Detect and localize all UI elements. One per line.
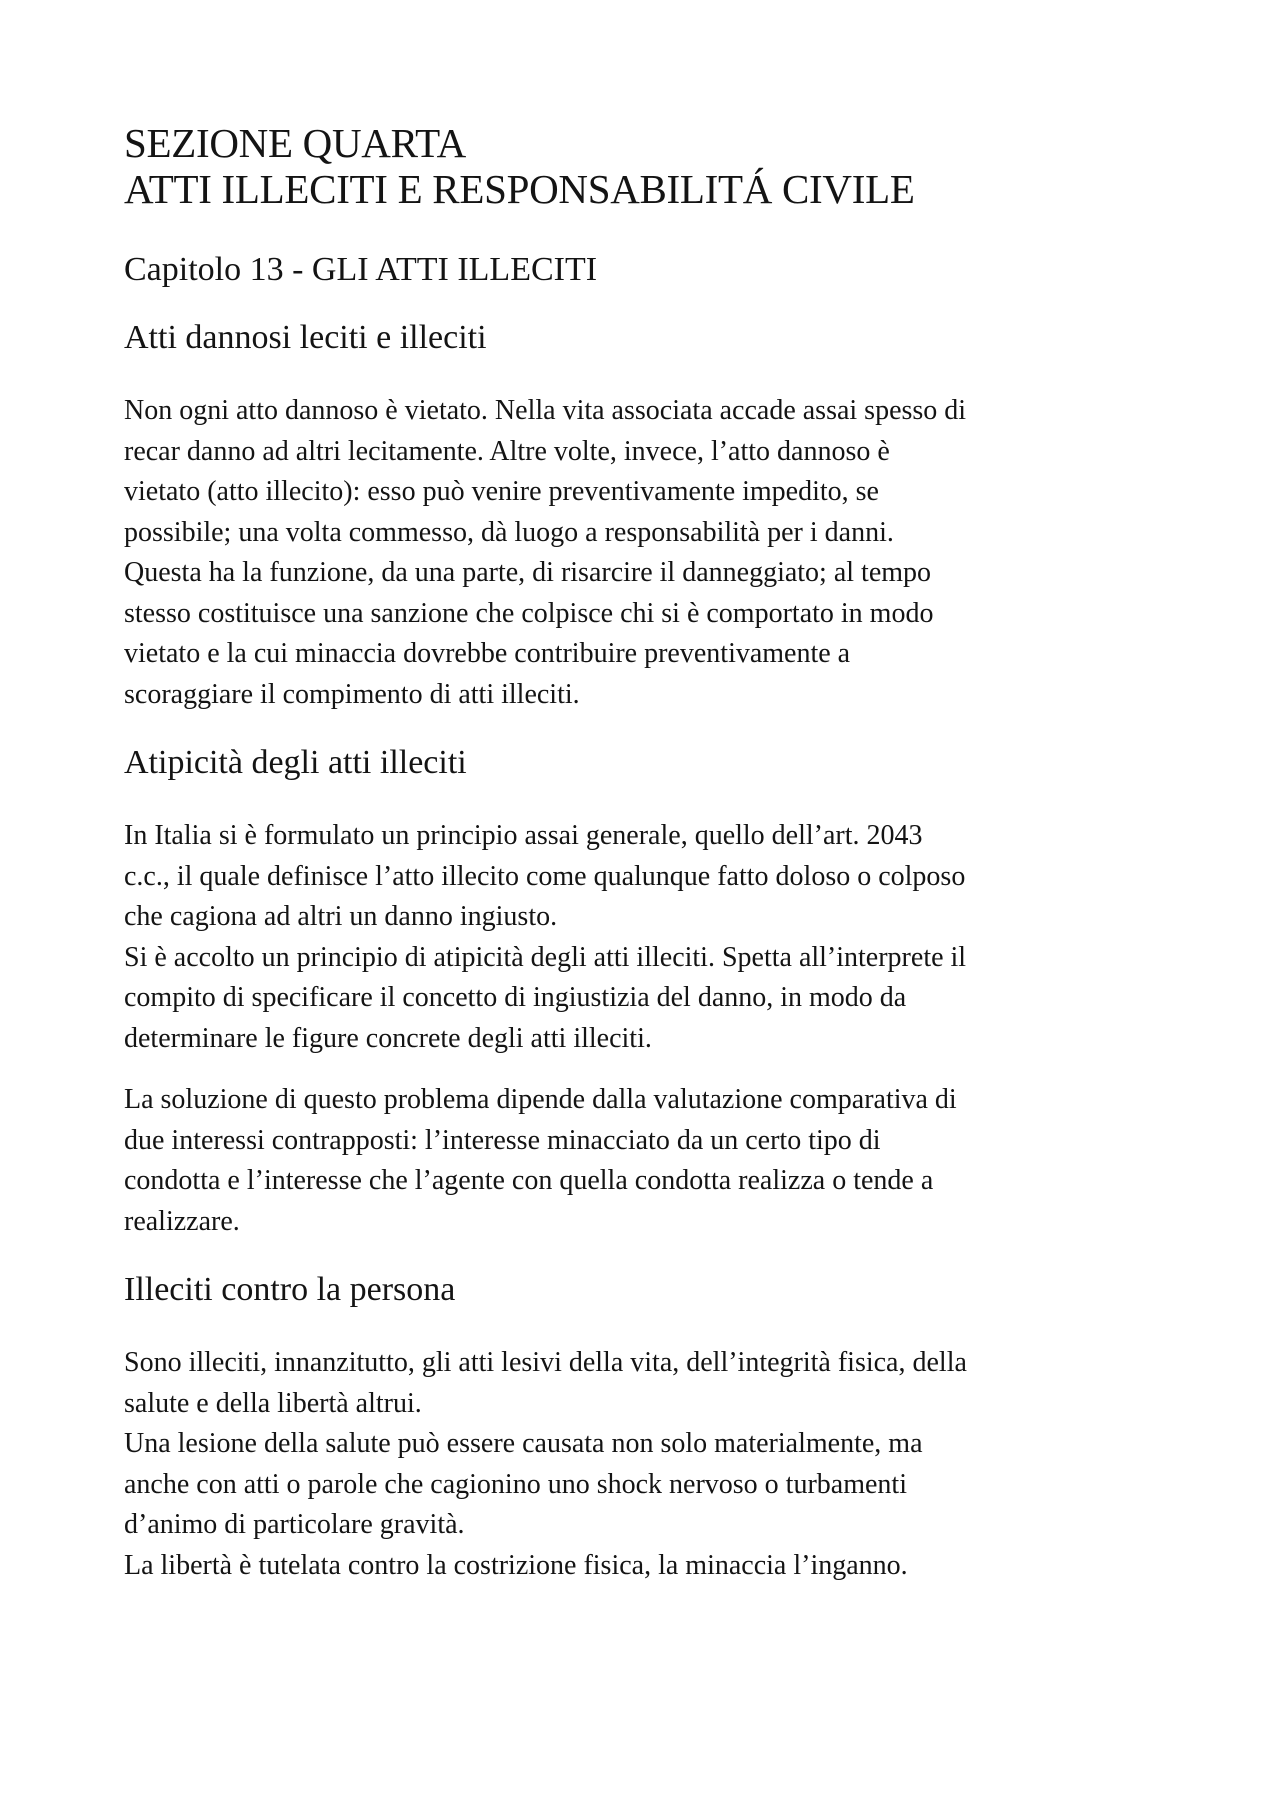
text-line: realizzare.: [124, 1205, 240, 1237]
text-line: compito di specificare il concetto di ingiustizia del danno, in modo da: [124, 982, 907, 1013]
text-line: In Italia si è formulato un principio assai generale, quello dell’art. 2043: [124, 820, 923, 851]
document-page: [124, 120, 1184, 1586]
text-line: due interessi contrapposti: l’interesse minacciato da un certo tipo di: [124, 1124, 881, 1156]
paragraph: [124, 391, 1184, 715]
text-line: La soluzione di questo problema dipende dalla valutazione comparativa di: [124, 1084, 957, 1115]
section-heading-line-1: SEZIONE QUARTA: [124, 120, 466, 166]
text-line: anche con atti o parole che cagionino uno shock nervoso o turbamenti: [124, 1468, 907, 1500]
text-line: vietato (atto illecito): esso può venire preventivamente impedito, se: [124, 476, 879, 507]
paragraph: [124, 1080, 1184, 1242]
paragraph: [124, 1546, 1184, 1587]
text-line: La libertà è tutelata contro la costrizione fisica, la minaccia l’inganno.: [124, 1549, 908, 1581]
text-line: recar danno ad altri lecitamente. Altre volte, invece, l’atto dannoso è: [124, 435, 890, 467]
text-line: salute e della libertà altrui.: [124, 1387, 422, 1419]
text-line: Si è accolto un principio di atipicità degli atti illeciti. Spetta all’interprete il: [124, 941, 967, 973]
text-line: Sono illeciti, innanzitutto, gli atti lesivi della vita, dell’integrità fisica, della: [124, 1347, 967, 1378]
chapter-title: Capitolo 13 - GLI ATTI ILLECITI: [124, 251, 598, 288]
text-line: che cagiona ad altri un danno ingiusto.: [124, 901, 558, 932]
section-heading-line-2: ATTI ILLECITI E RESPONSABILITÁ CIVILE: [124, 166, 915, 212]
text-line: Non ogni atto dannoso è vietato. Nella vita associata accade assai spesso di: [124, 395, 967, 426]
text-line: condotta e l’interesse che l’agente con quella condotta realizza o tende a: [124, 1165, 934, 1196]
text-line: stesso costituisce una sanzione che colpisce chi si è comportato in modo: [124, 597, 934, 629]
text-line: scoraggiare il compimento di atti illeciti.: [124, 678, 580, 710]
subsection-title-atipicita: Atipicità degli atti illeciti: [124, 744, 467, 781]
paragraph: [124, 1343, 1184, 1424]
paragraph: [124, 1424, 1184, 1546]
paragraph: [124, 816, 1184, 938]
text-line: Questa ha la funzione, da una parte, di risarcire il danneggiato; al tempo: [124, 557, 932, 588]
subsection-title-atti-dannosi: Atti dannosi leciti e illeciti: [124, 319, 487, 356]
text-line: d’animo di particolare gravità.: [124, 1509, 465, 1540]
text-line: vietato e la cui minaccia dovrebbe contribuire preventivamente a: [124, 638, 851, 669]
section-heading: [124, 120, 1184, 212]
text-line: determinare le figure concrete degli atti illeciti.: [124, 1022, 652, 1054]
text-line: Una lesione della salute può essere causata non solo materialmente, ma: [124, 1428, 923, 1459]
text-line: c.c., il quale definisce l’atto illecito come qualunque fatto doloso o colposo: [124, 860, 966, 892]
subsection-title-illeciti-persona: Illeciti contro la persona: [124, 1271, 456, 1308]
paragraph: [124, 938, 1184, 1060]
text-line: possibile; una volta commesso, dà luogo a responsabilità per i danni.: [124, 516, 894, 548]
